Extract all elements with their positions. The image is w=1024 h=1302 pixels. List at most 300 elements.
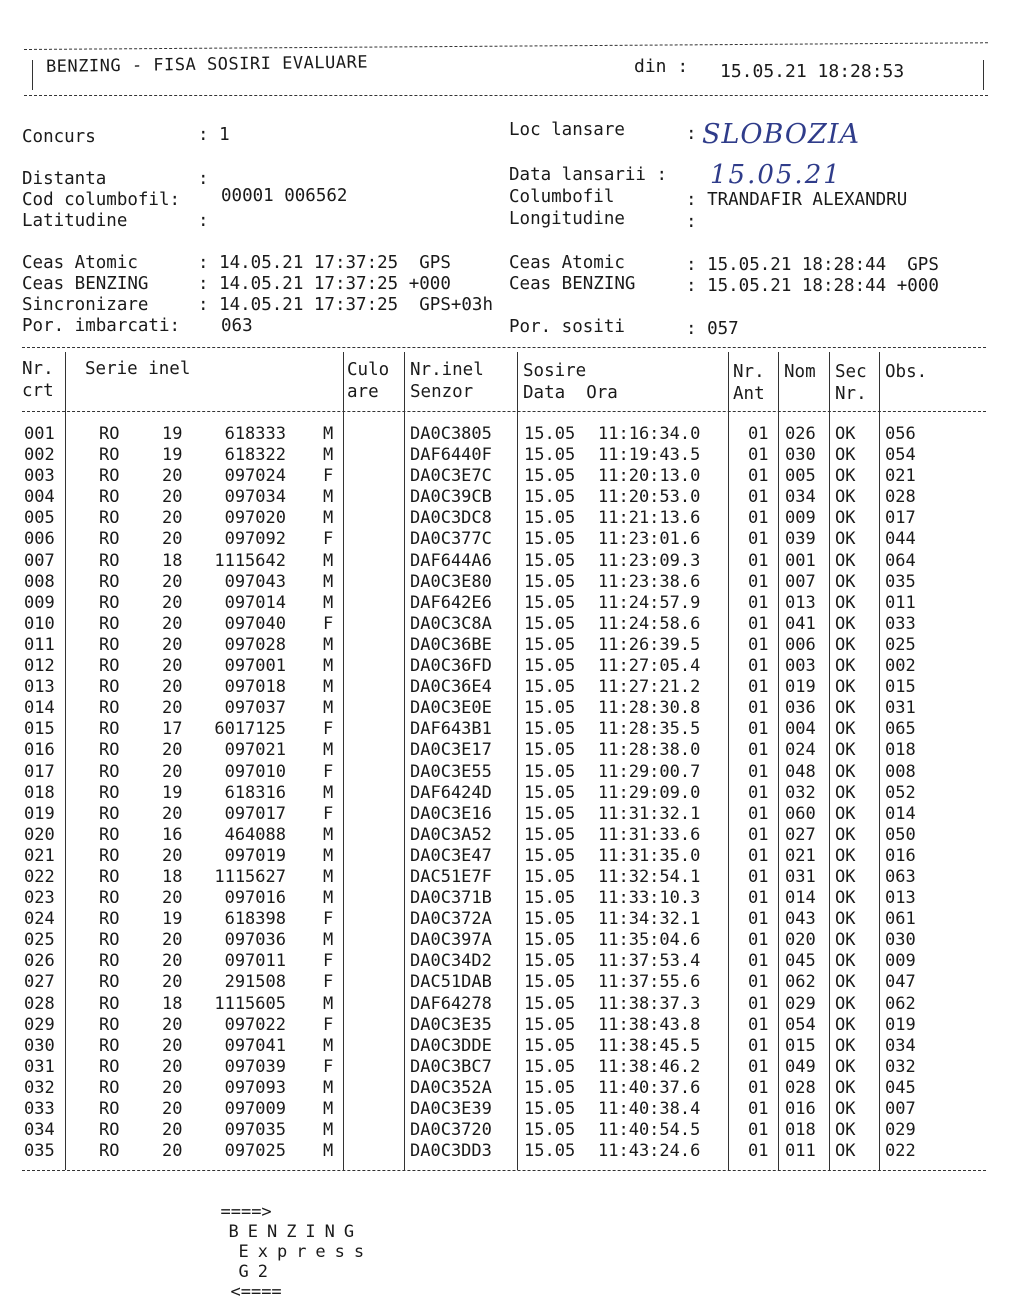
cell-arrival-time: 11:31:32.1	[598, 803, 701, 824]
cell-country: RO	[99, 677, 120, 698]
cell-year: 19	[162, 445, 183, 466]
table-row	[0, 930, 1024, 951]
cell-antenna: 01	[748, 930, 769, 951]
cell-ring-number: 097019	[224, 845, 286, 866]
cell-country: RO	[99, 909, 120, 930]
cell-sensor-ring: DA0C3E0E	[410, 698, 492, 719]
cell-obs: 065	[885, 719, 916, 740]
porumbei-sositi-label: Por. sositi	[509, 317, 625, 337]
cell-ring-number: 097017	[224, 803, 286, 824]
cell-ring-number: 097093	[224, 1077, 286, 1098]
cell-arrival-date: 15.05	[524, 571, 576, 592]
cell-sensor-ring: DA0C39CB	[410, 487, 492, 508]
cell-country: RO	[99, 761, 120, 782]
cell-arrival-date: 15.05	[524, 656, 576, 677]
header-serie-inel: Serie inel	[85, 359, 191, 379]
cell-ring-number: 097021	[224, 740, 286, 761]
cell-nr-crt: 015	[24, 719, 55, 740]
cell-nr-crt: 018	[24, 782, 55, 803]
cell-year: 18	[162, 993, 183, 1014]
cell-arrival-time: 11:37:53.4	[598, 951, 701, 972]
cell-year: 20	[162, 972, 183, 993]
cell-obs: 031	[885, 698, 916, 719]
cell-sex: M	[323, 656, 334, 677]
cell-antenna: 01	[748, 656, 769, 677]
latitudine-value: :	[198, 211, 209, 231]
cell-nr-crt: 001	[24, 424, 55, 444]
cell-nom: 020	[785, 930, 816, 951]
cell-arrival-date: 15.05	[524, 1014, 576, 1035]
cell-obs: 061	[885, 909, 916, 930]
cell-sensor-ring: DA0C3E35	[410, 1014, 492, 1035]
cell-nom: 011	[785, 1141, 816, 1162]
cell-sensor-ring: DA0C3DD3	[410, 1141, 492, 1162]
cell-obs: 035	[885, 571, 916, 592]
cell-sec-nr: OK	[835, 1099, 856, 1119]
cell-sensor-ring: DA0C36BE	[410, 634, 492, 655]
cell-sensor-ring: DAF6440F	[410, 445, 492, 466]
ceas-atomic-label-left: Ceas Atomic	[22, 253, 138, 273]
cell-antenna: 01	[748, 866, 769, 887]
cell-arrival-date: 15.05	[524, 424, 576, 444]
cell-arrival-time: 11:23:01.6	[598, 529, 701, 550]
cell-ring-number: 097034	[224, 487, 286, 508]
cell-nom: 054	[785, 1014, 816, 1035]
cell-sex: M	[323, 424, 334, 444]
longitudine-label: Longitudine	[509, 209, 625, 229]
cell-sensor-ring: DA0C3E80	[410, 571, 492, 592]
header-culoare-1: Culo	[347, 360, 390, 380]
cell-nr-crt: 007	[24, 550, 55, 571]
cell-nr-crt: 031	[24, 1056, 55, 1077]
report-title: BENZING - FISA SOSIRI EVALUARE	[45, 52, 369, 77]
cell-ring-number: 097092	[224, 529, 286, 550]
cell-nom: 048	[785, 761, 816, 782]
cell-nom: 036	[785, 698, 816, 719]
cell-nr-crt: 020	[24, 824, 55, 845]
header-box-left-border	[32, 60, 33, 90]
cell-arrival-time: 11:38:45.5	[598, 1035, 701, 1056]
cell-sex: M	[323, 592, 334, 613]
table-row	[0, 466, 1024, 487]
cell-nom: 024	[785, 740, 816, 761]
cell-sec-nr: OK	[835, 930, 856, 951]
cell-sex: M	[323, 571, 334, 592]
cell-sex: M	[323, 845, 334, 866]
cell-antenna: 01	[748, 529, 769, 550]
cell-country: RO	[99, 424, 120, 444]
cell-arrival-date: 15.05	[524, 761, 576, 782]
sincronizare-label: Sincronizare	[22, 295, 149, 315]
ceas-atomic-label-right: Ceas Atomic	[509, 253, 625, 273]
cell-obs: 033	[885, 613, 916, 634]
cell-obs: 056	[885, 424, 916, 444]
cell-arrival-time: 11:20:13.0	[598, 466, 701, 487]
footer-banner	[200, 1182, 373, 1302]
cell-ring-number: 291508	[224, 972, 286, 993]
table-row	[0, 656, 1024, 677]
cell-arrival-time: 11:23:38.6	[598, 571, 701, 592]
cell-nom: 019	[785, 677, 816, 698]
cell-year: 20	[162, 698, 183, 719]
cell-sensor-ring: DA0C3E7C	[410, 466, 492, 487]
cell-sec-nr: OK	[835, 951, 856, 972]
table-row	[0, 909, 1024, 930]
cell-ring-number: 097040	[224, 613, 286, 634]
cell-sensor-ring: DA0C36FD	[410, 656, 492, 677]
cell-ring-number: 1115627	[214, 866, 286, 887]
cell-sec-nr: OK	[835, 972, 856, 993]
cell-sec-nr: OK	[835, 782, 856, 803]
cell-nom: 031	[785, 866, 816, 887]
cell-sec-nr: OK	[835, 634, 856, 655]
cell-nr-crt: 006	[24, 529, 55, 550]
cell-country: RO	[99, 445, 120, 466]
cell-sensor-ring: DAC51E7F	[410, 866, 492, 887]
cell-year: 16	[162, 824, 183, 845]
cell-antenna: 01	[748, 1077, 769, 1098]
cell-obs: 018	[885, 740, 916, 761]
cell-sensor-ring: DAF64278	[410, 993, 492, 1014]
cell-sec-nr: OK	[835, 803, 856, 824]
cell-sec-nr: OK	[835, 845, 856, 866]
cell-ring-number: 097020	[224, 508, 286, 529]
cell-sec-nr: OK	[835, 424, 856, 444]
cell-sensor-ring: DA0C3E47	[410, 845, 492, 866]
cell-country: RO	[99, 993, 120, 1014]
cell-sex: M	[323, 487, 334, 508]
cell-nr-crt: 004	[24, 487, 55, 508]
cell-country: RO	[99, 888, 120, 909]
cell-arrival-date: 15.05	[524, 592, 576, 613]
cell-antenna: 01	[748, 719, 769, 740]
table-row	[0, 1120, 1024, 1141]
cell-antenna: 01	[748, 424, 769, 444]
cell-nr-crt: 013	[24, 677, 55, 698]
table-row	[0, 951, 1024, 972]
cell-arrival-time: 11:26:39.5	[598, 634, 701, 655]
header-sec-nr: Nr.	[835, 384, 867, 404]
cell-sex: F	[323, 909, 334, 930]
table-row	[0, 635, 1024, 656]
cell-country: RO	[99, 698, 120, 719]
ceas-benzing-value-right: : 15.05.21 18:28:44 +000	[686, 276, 939, 296]
cell-antenna: 01	[748, 1014, 769, 1035]
cell-nr-crt: 034	[24, 1120, 55, 1141]
cell-nr-crt: 008	[24, 571, 55, 592]
table-row	[0, 445, 1024, 466]
cell-sec-nr: OK	[835, 445, 856, 466]
concurs-label: Concurs	[22, 127, 96, 147]
cell-arrival-time: 11:38:43.8	[598, 1014, 701, 1035]
header-sosire: Sosire	[523, 361, 587, 381]
table-row	[0, 846, 1024, 867]
cell-arrival-time: 11:20:53.0	[598, 487, 701, 508]
cell-antenna: 01	[748, 1141, 769, 1162]
cell-sex: M	[323, 677, 334, 698]
cell-country: RO	[99, 782, 120, 803]
cell-sec-nr: OK	[835, 571, 856, 592]
latitudine-label: Latitudine	[22, 211, 128, 231]
header-ant: Ant	[733, 384, 765, 404]
cell-sensor-ring: DA0C3805	[410, 424, 492, 444]
cell-sec-nr: OK	[835, 888, 856, 909]
cell-ring-number: 097011	[224, 951, 286, 972]
cell-ring-number: 618398	[224, 909, 286, 930]
cell-obs: 019	[885, 1014, 916, 1035]
cell-ring-number: 097001	[224, 656, 286, 677]
cell-arrival-date: 15.05	[524, 634, 576, 655]
table-row	[0, 508, 1024, 529]
cell-sex: F	[323, 1014, 334, 1035]
cell-sec-nr: OK	[835, 1056, 856, 1077]
cell-arrival-time: 11:32:54.1	[598, 866, 701, 887]
footer-model: G2	[238, 1262, 277, 1282]
cell-ring-number: 097037	[224, 698, 286, 719]
cell-obs: 022	[885, 1141, 916, 1162]
cell-year: 20	[162, 571, 183, 592]
columbofil-value: : TRANDAFIR ALEXANDRU	[686, 190, 908, 210]
cell-antenna: 01	[748, 466, 769, 487]
cell-arrival-date: 15.05	[524, 888, 576, 909]
cell-ring-number: 6017125	[214, 719, 286, 740]
header-culoare-2: are	[347, 382, 379, 402]
cell-arrival-time: 11:38:37.3	[598, 993, 701, 1014]
cell-year: 20	[162, 1141, 183, 1162]
cell-sex: M	[323, 634, 334, 655]
cell-sensor-ring: DAC51DAB	[410, 972, 492, 993]
cell-arrival-time: 11:21:13.6	[598, 508, 701, 529]
cell-nr-crt: 022	[24, 866, 55, 887]
header-crt: crt	[22, 381, 54, 401]
cell-arrival-date: 15.05	[524, 698, 576, 719]
cell-year: 20	[162, 508, 183, 529]
cell-sensor-ring: DA0C3E55	[410, 761, 492, 782]
cell-sex: M	[323, 1077, 334, 1098]
cell-arrival-time: 11:40:54.5	[598, 1120, 701, 1141]
cell-nr-crt: 027	[24, 972, 55, 993]
cell-sex: M	[323, 1035, 334, 1056]
cell-nom: 021	[785, 845, 816, 866]
table-header-rule	[22, 411, 986, 412]
table-row	[0, 825, 1024, 846]
cell-nr-crt: 028	[24, 993, 55, 1014]
cell-arrival-time: 11:37:55.6	[598, 972, 701, 993]
cell-country: RO	[99, 1099, 120, 1119]
cell-obs: 016	[885, 845, 916, 866]
cell-nom: 014	[785, 888, 816, 909]
cell-sensor-ring: DA0C371B	[410, 888, 492, 909]
cell-antenna: 01	[748, 888, 769, 909]
table-row	[0, 804, 1024, 825]
arrivals-table-body	[0, 424, 1024, 1162]
cell-sex: F	[323, 529, 334, 550]
cell-nom: 032	[785, 782, 816, 803]
cell-arrival-date: 15.05	[524, 1035, 576, 1056]
cell-obs: 025	[885, 634, 916, 655]
cell-antenna: 01	[748, 592, 769, 613]
cell-year: 20	[162, 529, 183, 550]
ceas-benzing-label-right: Ceas BENZING	[509, 274, 636, 294]
cell-nom: 009	[785, 508, 816, 529]
ceas-atomic-value-left: : 14.05.21 17:37:25 GPS	[198, 253, 451, 273]
cell-arrival-time: 11:27:05.4	[598, 656, 701, 677]
cell-obs: 032	[885, 1056, 916, 1077]
cell-arrival-date: 15.05	[524, 529, 576, 550]
cell-country: RO	[99, 951, 120, 972]
cell-nr-crt: 021	[24, 845, 55, 866]
cell-nom: 007	[785, 571, 816, 592]
cell-obs: 029	[885, 1120, 916, 1141]
cell-year: 20	[162, 740, 183, 761]
cell-antenna: 01	[748, 782, 769, 803]
cell-arrival-date: 15.05	[524, 613, 576, 634]
cell-nom: 049	[785, 1056, 816, 1077]
cell-ring-number: 097016	[224, 888, 286, 909]
cell-arrival-date: 15.05	[524, 677, 576, 698]
cell-arrival-time: 11:16:34.0	[598, 424, 701, 444]
cell-country: RO	[99, 824, 120, 845]
cell-arrival-time: 11:29:00.7	[598, 761, 701, 782]
cell-year: 20	[162, 634, 183, 655]
cell-nom: 039	[785, 529, 816, 550]
cell-antenna: 01	[748, 445, 769, 466]
cell-country: RO	[99, 1056, 120, 1077]
cell-arrival-date: 15.05	[524, 824, 576, 845]
longitudine-value: :	[686, 212, 697, 232]
cell-ring-number: 097009	[224, 1099, 286, 1119]
cell-antenna: 01	[748, 740, 769, 761]
cell-arrival-time: 11:43:24.6	[598, 1141, 701, 1162]
cell-country: RO	[99, 550, 120, 571]
cell-year: 18	[162, 866, 183, 887]
cell-sensor-ring: DA0C3720	[410, 1120, 492, 1141]
cell-arrival-time: 11:24:57.9	[598, 592, 701, 613]
header-nr: Nr.	[22, 359, 54, 379]
cell-nom: 030	[785, 445, 816, 466]
sincronizare-value: : 14.05.21 17:37:25 GPS+03h	[198, 295, 494, 315]
cell-antenna: 01	[748, 972, 769, 993]
cell-arrival-date: 15.05	[524, 508, 576, 529]
cell-arrival-date: 15.05	[524, 1141, 576, 1162]
cell-sensor-ring: DAF643B1	[410, 719, 492, 740]
cell-arrival-date: 15.05	[524, 466, 576, 487]
cell-year: 19	[162, 782, 183, 803]
cell-year: 20	[162, 466, 183, 487]
cell-ring-number: 097025	[224, 1141, 286, 1162]
cell-year: 20	[162, 592, 183, 613]
cell-antenna: 01	[748, 845, 769, 866]
cell-obs: 021	[885, 466, 916, 487]
table-row	[0, 551, 1024, 572]
cell-ring-number: 097022	[224, 1014, 286, 1035]
cell-country: RO	[99, 592, 120, 613]
cell-ring-number: 097035	[224, 1120, 286, 1141]
cell-sensor-ring: DA0C36E4	[410, 677, 492, 698]
header-box-top-border	[24, 42, 988, 50]
table-top-rule	[22, 347, 986, 348]
cell-arrival-date: 15.05	[524, 740, 576, 761]
cell-obs: 052	[885, 782, 916, 803]
footer-arrow-left: ====>	[220, 1202, 272, 1222]
cell-sec-nr: OK	[835, 1077, 856, 1098]
cell-nr-crt: 011	[24, 634, 55, 655]
cell-country: RO	[99, 466, 120, 487]
cell-ring-number: 097018	[224, 677, 286, 698]
cell-arrival-time: 11:24:58.6	[598, 613, 701, 634]
cell-country: RO	[99, 487, 120, 508]
table-row	[0, 572, 1024, 593]
cell-ring-number: 618333	[224, 424, 286, 444]
cell-nr-crt: 025	[24, 930, 55, 951]
distanta-label: Distanta	[22, 169, 107, 189]
cell-obs: 063	[885, 866, 916, 887]
cell-country: RO	[99, 1014, 120, 1035]
cell-arrival-date: 15.05	[524, 845, 576, 866]
cell-arrival-date: 15.05	[524, 1120, 576, 1141]
cell-country: RO	[99, 1120, 120, 1141]
cell-sensor-ring: DA0C3C8A	[410, 613, 492, 634]
cell-sex: F	[323, 761, 334, 782]
cell-sec-nr: OK	[835, 866, 856, 887]
table-row	[0, 1036, 1024, 1057]
cell-sec-nr: OK	[835, 824, 856, 845]
header-nr-inel: Nr.inel	[410, 360, 484, 380]
cell-sex: M	[323, 824, 334, 845]
cell-year: 20	[162, 1077, 183, 1098]
cell-sec-nr: OK	[835, 1014, 856, 1035]
cell-sex: F	[323, 719, 334, 740]
cell-arrival-time: 11:35:04.6	[598, 930, 701, 951]
cell-year: 19	[162, 424, 183, 444]
cell-arrival-date: 15.05	[524, 1056, 576, 1077]
cell-sex: F	[323, 613, 334, 634]
cell-obs: 013	[885, 888, 916, 909]
cell-sec-nr: OK	[835, 698, 856, 719]
cell-obs: 028	[885, 487, 916, 508]
cell-sensor-ring: DA0C34D2	[410, 951, 492, 972]
cell-sec-nr: OK	[835, 529, 856, 550]
header-box-bottom-border	[24, 95, 988, 96]
cell-nom: 013	[785, 592, 816, 613]
cell-sec-nr: OK	[835, 487, 856, 508]
cell-arrival-time: 11:28:38.0	[598, 740, 701, 761]
cell-nom: 043	[785, 909, 816, 930]
cell-sex: M	[323, 740, 334, 761]
cell-sec-nr: OK	[835, 592, 856, 613]
cell-nom: 004	[785, 719, 816, 740]
cell-arrival-date: 15.05	[524, 1099, 576, 1119]
cell-arrival-date: 15.05	[524, 1077, 576, 1098]
table-row	[0, 1078, 1024, 1099]
cell-sec-nr: OK	[835, 550, 856, 571]
loc-lansare-colon: :	[686, 124, 697, 144]
cell-nr-crt: 023	[24, 888, 55, 909]
cell-sensor-ring: DA0C3E39	[410, 1099, 492, 1119]
cell-obs: 015	[885, 677, 916, 698]
cell-country: RO	[99, 571, 120, 592]
header-senzor: Senzor	[410, 382, 474, 402]
table-row	[0, 677, 1024, 698]
cell-nom: 028	[785, 1077, 816, 1098]
cell-sec-nr: OK	[835, 508, 856, 529]
cell-sensor-ring: DA0C377C	[410, 529, 492, 550]
cell-antenna: 01	[748, 1056, 769, 1077]
cell-antenna: 01	[748, 1099, 769, 1119]
table-row	[0, 888, 1024, 909]
table-row	[0, 487, 1024, 508]
cell-obs: 047	[885, 972, 916, 993]
